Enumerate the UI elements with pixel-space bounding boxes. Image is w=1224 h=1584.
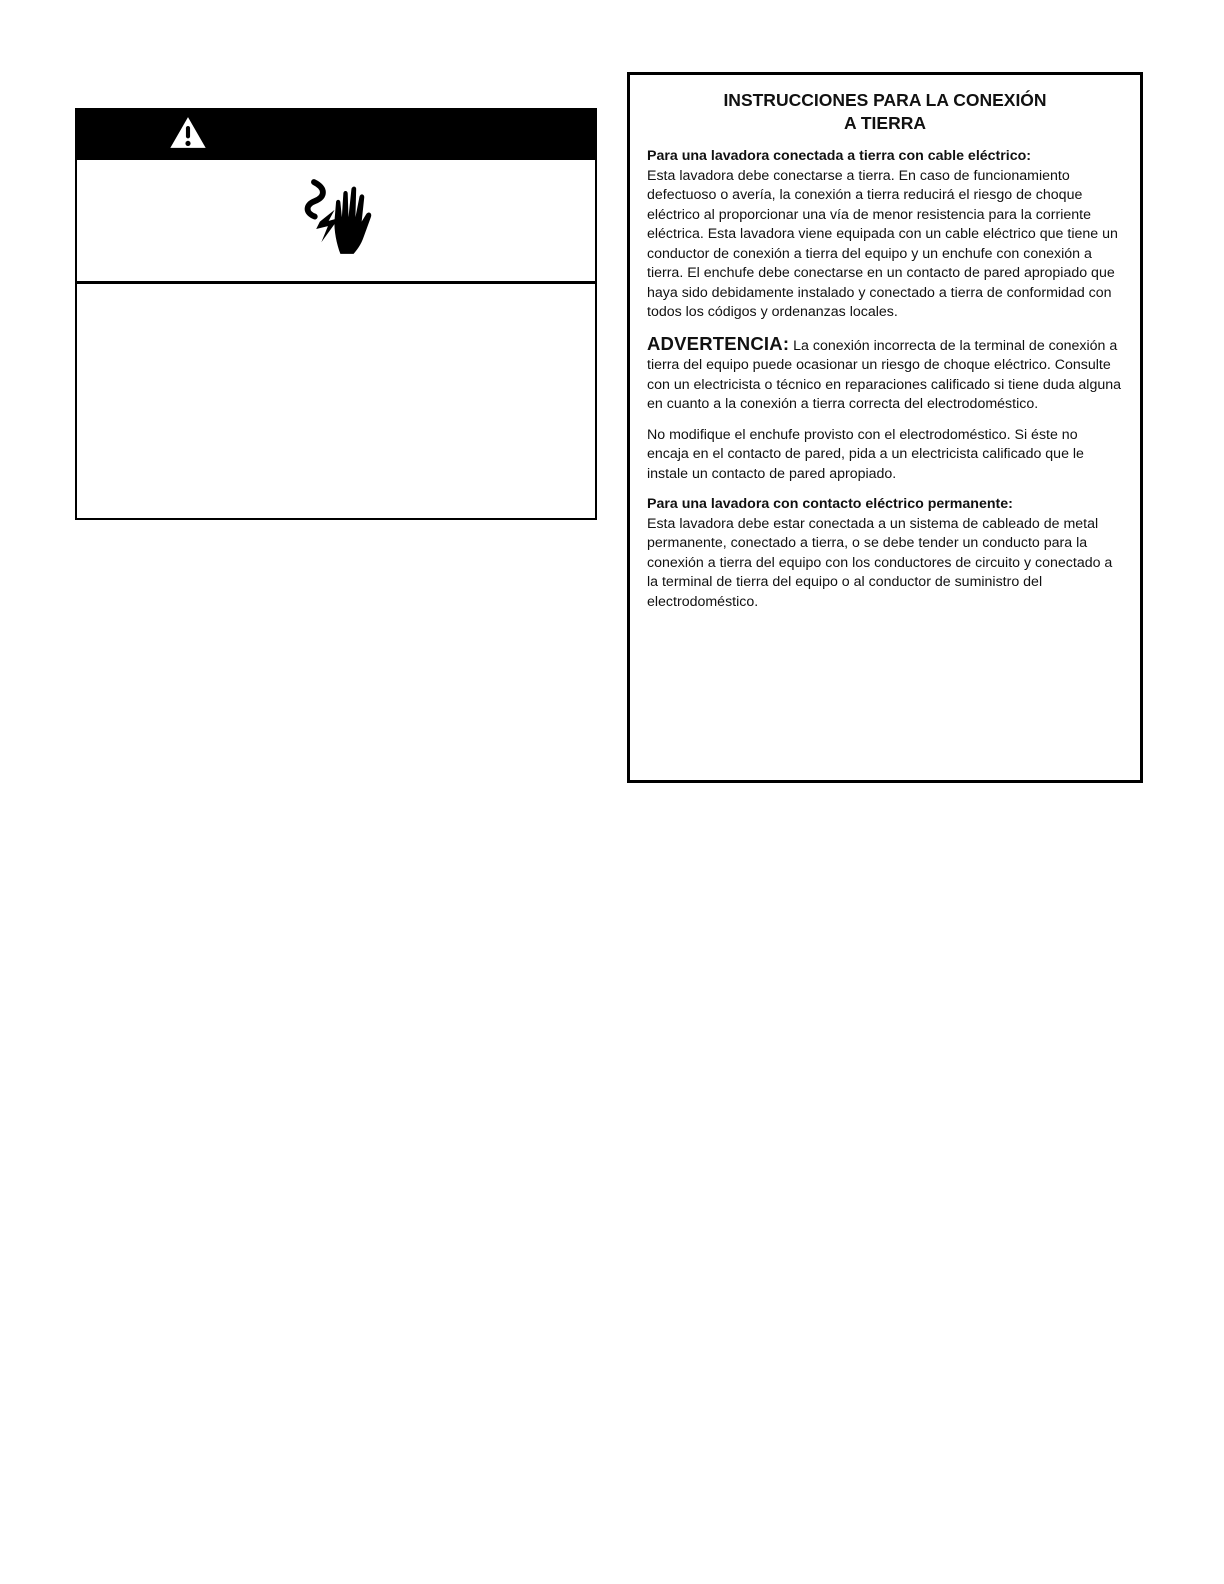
- warning-paragraph: [647, 334, 1123, 415]
- grounding-title: [647, 89, 1123, 135]
- section1-paragraph: [647, 147, 1123, 323]
- electrical-shock-icon: [292, 177, 380, 264]
- warning-header-bar: [77, 110, 595, 160]
- grounding-title-line2: A TIERRA: [844, 113, 926, 133]
- electrical-hazard-section: [77, 160, 595, 284]
- warning-label: ADVERTENCIA:: [647, 332, 790, 354]
- warning-text-section: [77, 284, 595, 518]
- section1-body: Esta lavadora debe conectarse a tierra. En caso de funcionamiento defectuoso o avería, la conexión a tierra reducirá el riesgo de choque eléctrico al proporcionar una vía de menor resistencia para la corriente eléctrica. Esta lavadora viene equipada con un cable eléctrico que tiene un conductor de conexión a tierra del equipo y un enchufe con conexión a tierra. El enchufe debe conectarse en un contacto de pared apropiado que haya sido debidamente instalado y conectado a tierra de conformidad con todos los códigos y ordenanzas locales.: [647, 167, 1118, 320]
- plug-paragraph: No modifique el enchufe provisto con el electrodoméstico. Si éste no encaja en el contacto de pared, pida a un electricista calificado que le instale un contacto de pared apropiado.: [647, 426, 1084, 482]
- grounding-title-line1: INSTRUCCIONES PARA LA CONEXIÓN: [723, 90, 1047, 110]
- section2-body: Esta lavadora debe estar conectada a un sistema de cableado de metal permanente, conectado a tierra, o se debe tender un conducto para la conexión a tierra del equipo con los conductores de circuito y conectado a la terminal de tierra del equipo o al conductor de suministro del electrodoméstico.: [647, 515, 1113, 610]
- section1-heading: Para una lavadora conectada a tierra con cable eléctrico:: [647, 148, 1032, 164]
- warning-triangle-icon: [169, 116, 207, 154]
- section2-heading: Para una lavadora con contacto eléctrico permanente:: [647, 496, 1013, 512]
- warning-panel: [75, 108, 597, 520]
- section2-paragraph: [647, 495, 1123, 612]
- warning-body: La conexión incorrecta de la terminal de conexión a tierra del equipo puede ocasionar un riesgo de choque eléctrico. Consulte con un electricista o técnico en reparaciones calificado si tiene duda alguna en cuanto a la conexión a tierra correcta del electrodoméstico.: [647, 337, 1121, 412]
- grounding-instructions-box: [627, 72, 1143, 783]
